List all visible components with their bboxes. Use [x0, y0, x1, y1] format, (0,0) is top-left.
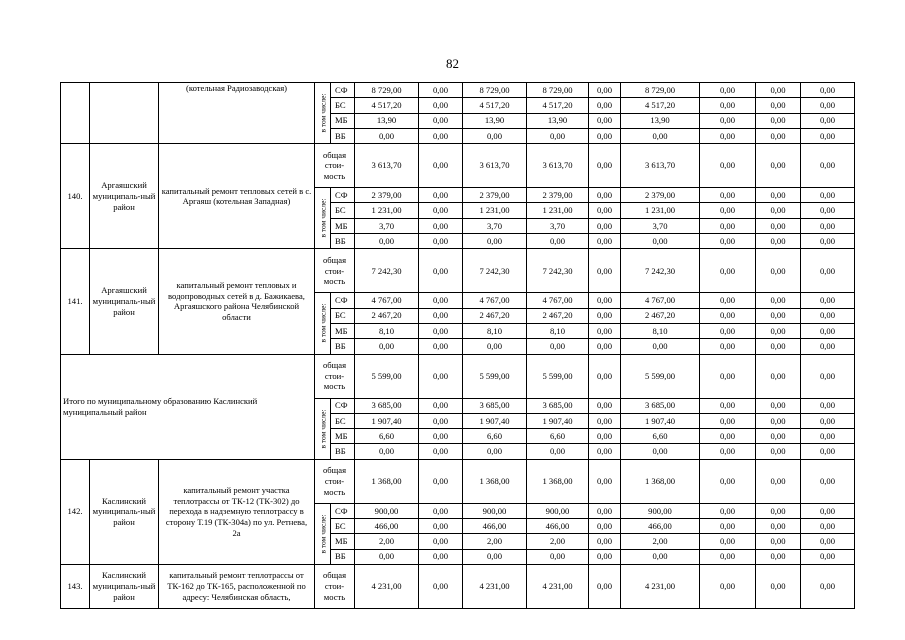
value-cell: 0,00 — [621, 444, 700, 459]
value-cell: 3 685,00 — [621, 398, 700, 413]
value-cell: 0,00 — [419, 188, 463, 203]
value-cell: 3 685,00 — [527, 398, 589, 413]
value-cell: 0,00 — [419, 128, 463, 143]
value-cell: 0,00 — [756, 534, 801, 549]
value-cell: 1 907,40 — [527, 413, 589, 428]
value-cell: 0,00 — [700, 83, 756, 98]
value-cell: 0,00 — [589, 128, 621, 143]
general-cost-label: общая стои-мость — [315, 354, 355, 398]
value-cell: 13,90 — [355, 113, 419, 128]
general-cost-label: общая стои-мость — [315, 249, 355, 293]
value-cell: 1 231,00 — [463, 203, 527, 218]
value-cell: 0,00 — [419, 323, 463, 338]
value-cell: 0,00 — [700, 549, 756, 564]
value-cell: 2,00 — [355, 534, 419, 549]
source-label: ВБ — [331, 339, 355, 354]
value-cell: 4 517,20 — [527, 98, 589, 113]
source-label: МБ — [331, 429, 355, 444]
value-cell: 0,00 — [700, 203, 756, 218]
source-label: ВБ — [331, 234, 355, 249]
value-cell: 0,00 — [589, 534, 621, 549]
value-cell: 2,00 — [527, 534, 589, 549]
value-cell: 900,00 — [621, 503, 700, 518]
value-cell: 0,00 — [801, 564, 855, 608]
value-cell: 0,00 — [589, 354, 621, 398]
value-cell: 0,00 — [419, 308, 463, 323]
value-cell: 0,00 — [527, 234, 589, 249]
value-cell: 0,00 — [700, 564, 756, 608]
value-cell: 4 231,00 — [355, 564, 419, 608]
value-cell: 0,00 — [589, 413, 621, 428]
value-cell: 4 517,20 — [355, 98, 419, 113]
value-cell: 0,00 — [527, 128, 589, 143]
page-number: 82 — [446, 56, 459, 71]
value-cell: 0,00 — [756, 323, 801, 338]
value-cell: 4 231,00 — [621, 564, 700, 608]
value-cell: 0,00 — [355, 549, 419, 564]
value-cell: 2 467,20 — [463, 308, 527, 323]
value-cell: 0,00 — [756, 203, 801, 218]
value-cell: 0,00 — [419, 98, 463, 113]
value-cell: 0,00 — [419, 398, 463, 413]
source-label: СФ — [331, 398, 355, 413]
value-cell: 4 231,00 — [527, 564, 589, 608]
value-cell: 0,00 — [700, 429, 756, 444]
value-cell: 0,00 — [756, 83, 801, 98]
value-cell: 3,70 — [355, 218, 419, 233]
value-cell: 0,00 — [700, 444, 756, 459]
value-cell: 0,00 — [700, 534, 756, 549]
value-cell: 0,00 — [589, 144, 621, 188]
value-cell: 0,00 — [463, 234, 527, 249]
value-cell: 0,00 — [419, 459, 463, 503]
value-cell: 0,00 — [621, 339, 700, 354]
value-cell: 0,00 — [463, 339, 527, 354]
value-cell: 1 907,40 — [355, 413, 419, 428]
value-cell: 0,00 — [756, 354, 801, 398]
row-number-cell: 140. — [61, 144, 90, 249]
value-cell: 0,00 — [589, 218, 621, 233]
value-cell: 0,00 — [756, 128, 801, 143]
value-cell: 3 613,70 — [621, 144, 700, 188]
value-cell: 0,00 — [589, 444, 621, 459]
value-cell: 0,00 — [700, 503, 756, 518]
value-cell: 0,00 — [801, 354, 855, 398]
value-cell: 0,00 — [801, 249, 855, 293]
value-cell: 0,00 — [801, 98, 855, 113]
value-cell: 0,00 — [419, 293, 463, 308]
source-label: БС — [331, 519, 355, 534]
object-cell: капитальный ремонт тепловых и водопроводных сетей в д. Бажикаева, Аргаяшского района Челябинской области — [159, 249, 315, 354]
value-cell: 0,00 — [756, 188, 801, 203]
value-cell: 0,00 — [756, 503, 801, 518]
value-cell: 3 613,70 — [463, 144, 527, 188]
value-cell: 1 231,00 — [621, 203, 700, 218]
value-cell: 0,00 — [801, 444, 855, 459]
source-label: ВБ — [331, 128, 355, 143]
value-cell: 3,70 — [463, 218, 527, 233]
source-label: БС — [331, 413, 355, 428]
municipality-cell — [90, 83, 159, 144]
value-cell: 0,00 — [756, 113, 801, 128]
municipality-cell: Аргаяшский муниципаль-ный район — [90, 249, 159, 354]
value-cell: 0,00 — [419, 444, 463, 459]
value-cell: 2,00 — [621, 534, 700, 549]
value-cell: 0,00 — [589, 188, 621, 203]
object-cell: (котельная Радиозаводская) — [159, 83, 315, 144]
value-cell: 0,00 — [621, 128, 700, 143]
value-cell: 3 685,00 — [463, 398, 527, 413]
value-cell: 0,00 — [801, 308, 855, 323]
value-cell: 0,00 — [419, 429, 463, 444]
value-cell: 0,00 — [700, 234, 756, 249]
value-cell: 0,00 — [700, 113, 756, 128]
value-cell: 0,00 — [355, 128, 419, 143]
value-cell: 8 729,00 — [621, 83, 700, 98]
municipality-cell: Каслинский муниципаль-ный район — [90, 564, 159, 608]
value-cell: 0,00 — [355, 234, 419, 249]
source-label: ВБ — [331, 444, 355, 459]
vertical-label-cell — [315, 293, 331, 354]
vertical-label: в том числе: — [317, 409, 327, 449]
value-cell: 0,00 — [801, 519, 855, 534]
value-cell: 0,00 — [756, 293, 801, 308]
value-cell: 4 767,00 — [355, 293, 419, 308]
value-cell: 1 368,00 — [355, 459, 419, 503]
value-cell: 0,00 — [801, 413, 855, 428]
source-label: МБ — [331, 113, 355, 128]
source-label: БС — [331, 98, 355, 113]
value-cell: 900,00 — [463, 503, 527, 518]
value-cell: 0,00 — [756, 234, 801, 249]
value-cell: 2 379,00 — [621, 188, 700, 203]
value-cell: 3 685,00 — [355, 398, 419, 413]
value-cell: 3 613,70 — [355, 144, 419, 188]
general-cost-label: общая стои-мость — [315, 144, 355, 188]
value-cell: 8 729,00 — [463, 83, 527, 98]
municipality-cell: Аргаяшский муниципаль-ный район — [90, 144, 159, 249]
source-label: МБ — [331, 323, 355, 338]
value-cell: 1 368,00 — [527, 459, 589, 503]
value-cell: 2 467,20 — [621, 308, 700, 323]
value-cell: 2 379,00 — [463, 188, 527, 203]
value-cell: 0,00 — [801, 144, 855, 188]
value-cell: 2,00 — [463, 534, 527, 549]
total-title-cell: Итого по муниципальному образованию Каслинский муниципальный район — [61, 354, 315, 459]
value-cell: 0,00 — [756, 564, 801, 608]
value-cell: 2 379,00 — [527, 188, 589, 203]
value-cell: 0,00 — [419, 413, 463, 428]
value-cell: 1 907,40 — [463, 413, 527, 428]
value-cell: 0,00 — [700, 354, 756, 398]
value-cell: 1 231,00 — [527, 203, 589, 218]
value-cell: 0,00 — [463, 549, 527, 564]
value-cell: 0,00 — [801, 339, 855, 354]
value-cell: 6,60 — [463, 429, 527, 444]
value-cell: 0,00 — [756, 413, 801, 428]
value-cell: 0,00 — [419, 249, 463, 293]
vertical-label: в том числе: — [317, 198, 327, 238]
value-cell: 0,00 — [419, 234, 463, 249]
value-cell: 0,00 — [801, 323, 855, 338]
value-cell: 0,00 — [700, 413, 756, 428]
value-cell: 0,00 — [801, 203, 855, 218]
value-cell: 0,00 — [756, 308, 801, 323]
value-cell: 0,00 — [527, 444, 589, 459]
value-cell: 0,00 — [801, 429, 855, 444]
value-cell: 0,00 — [801, 503, 855, 518]
value-cell: 0,00 — [419, 549, 463, 564]
value-cell: 0,00 — [801, 534, 855, 549]
vertical-label-cell — [315, 188, 331, 249]
vertical-label-cell — [315, 503, 331, 564]
value-cell: 6,60 — [527, 429, 589, 444]
vertical-label: в том числе: — [317, 303, 327, 344]
general-cost-label: общая стои-мость — [315, 459, 355, 503]
value-cell: 0,00 — [756, 339, 801, 354]
value-cell: 0,00 — [589, 234, 621, 249]
value-cell: 0,00 — [801, 218, 855, 233]
source-label: ВБ — [331, 549, 355, 564]
value-cell: 0,00 — [419, 503, 463, 518]
value-cell: 0,00 — [589, 429, 621, 444]
value-cell: 0,00 — [589, 323, 621, 338]
value-cell: 0,00 — [700, 144, 756, 188]
value-cell: 13,90 — [527, 113, 589, 128]
value-cell: 8,10 — [355, 323, 419, 338]
vertical-label-cell — [315, 83, 331, 144]
value-cell: 13,90 — [621, 113, 700, 128]
value-cell: 0,00 — [700, 188, 756, 203]
value-cell: 0,00 — [527, 549, 589, 564]
table-row — [61, 249, 855, 293]
value-cell: 1 368,00 — [463, 459, 527, 503]
value-cell: 0,00 — [589, 549, 621, 564]
value-cell: 900,00 — [527, 503, 589, 518]
value-cell: 0,00 — [589, 339, 621, 354]
value-cell: 0,00 — [463, 128, 527, 143]
value-cell: 0,00 — [419, 534, 463, 549]
value-cell: 0,00 — [419, 113, 463, 128]
value-cell: 0,00 — [700, 339, 756, 354]
value-cell: 0,00 — [801, 128, 855, 143]
value-cell: 0,00 — [700, 459, 756, 503]
source-label: СФ — [331, 293, 355, 308]
value-cell: 7 242,30 — [463, 249, 527, 293]
value-cell: 0,00 — [419, 519, 463, 534]
value-cell: 7 242,30 — [621, 249, 700, 293]
value-cell: 0,00 — [756, 218, 801, 233]
source-label: СФ — [331, 503, 355, 518]
value-cell: 4 767,00 — [621, 293, 700, 308]
row-number-cell: 141. — [61, 249, 90, 354]
value-cell: 3 613,70 — [527, 144, 589, 188]
source-label: МБ — [331, 218, 355, 233]
value-cell: 0,00 — [801, 549, 855, 564]
value-cell: 2 467,20 — [355, 308, 419, 323]
value-cell: 13,90 — [463, 113, 527, 128]
value-cell: 4 517,20 — [463, 98, 527, 113]
value-cell: 0,00 — [589, 398, 621, 413]
value-cell: 4 231,00 — [463, 564, 527, 608]
value-cell: 0,00 — [419, 218, 463, 233]
value-cell: 0,00 — [419, 83, 463, 98]
value-cell: 0,00 — [801, 293, 855, 308]
table-row — [61, 564, 855, 608]
vertical-label: в том числе: — [317, 514, 327, 554]
value-cell: 4 517,20 — [621, 98, 700, 113]
value-cell: 0,00 — [700, 218, 756, 233]
value-cell: 0,00 — [589, 293, 621, 308]
value-cell: 0,00 — [589, 564, 621, 608]
value-cell: 466,00 — [355, 519, 419, 534]
value-cell: 0,00 — [801, 188, 855, 203]
value-cell: 0,00 — [589, 113, 621, 128]
value-cell: 0,00 — [589, 83, 621, 98]
value-cell: 0,00 — [756, 444, 801, 459]
value-cell: 0,00 — [756, 144, 801, 188]
value-cell: 0,00 — [527, 339, 589, 354]
value-cell: 7 242,30 — [355, 249, 419, 293]
value-cell: 0,00 — [756, 98, 801, 113]
value-cell: 1 907,40 — [621, 413, 700, 428]
value-cell: 0,00 — [756, 459, 801, 503]
value-cell: 5 599,00 — [355, 354, 419, 398]
row-number-cell: 143. — [61, 564, 90, 608]
funding-table — [60, 82, 855, 609]
value-cell: 0,00 — [756, 429, 801, 444]
value-cell: 0,00 — [801, 113, 855, 128]
object-cell: капитальный ремонт теплотрассы от ТК-162 до ТК-165, расположенной по адресу: Челябинская область, — [159, 564, 315, 608]
value-cell: 5 599,00 — [527, 354, 589, 398]
table-row — [61, 144, 855, 188]
value-cell: 0,00 — [419, 354, 463, 398]
value-cell: 3,70 — [621, 218, 700, 233]
value-cell: 0,00 — [756, 549, 801, 564]
value-cell: 0,00 — [700, 293, 756, 308]
vertical-label: в том числе: — [317, 93, 327, 133]
value-cell: 0,00 — [589, 503, 621, 518]
value-cell: 0,00 — [700, 519, 756, 534]
object-cell: капитальный ремонт тепловых сетей в с. Аргаяш (котельная Западная) — [159, 144, 315, 249]
table-row — [61, 459, 855, 503]
value-cell: 7 242,30 — [527, 249, 589, 293]
value-cell: 8,10 — [463, 323, 527, 338]
value-cell: 5 599,00 — [621, 354, 700, 398]
value-cell: 0,00 — [419, 203, 463, 218]
value-cell: 0,00 — [589, 98, 621, 113]
value-cell: 4 767,00 — [463, 293, 527, 308]
value-cell: 1 368,00 — [621, 459, 700, 503]
row-number-cell: 142. — [61, 459, 90, 564]
value-cell: 0,00 — [463, 444, 527, 459]
source-label: МБ — [331, 534, 355, 549]
value-cell: 0,00 — [589, 519, 621, 534]
value-cell: 8,10 — [621, 323, 700, 338]
value-cell: 2 467,20 — [527, 308, 589, 323]
value-cell: 0,00 — [756, 398, 801, 413]
value-cell: 8,10 — [527, 323, 589, 338]
value-cell: 0,00 — [419, 144, 463, 188]
value-cell: 4 767,00 — [527, 293, 589, 308]
source-label: СФ — [331, 188, 355, 203]
value-cell: 0,00 — [801, 459, 855, 503]
value-cell: 0,00 — [756, 519, 801, 534]
value-cell: 0,00 — [621, 549, 700, 564]
source-label: СФ — [331, 83, 355, 98]
value-cell: 6,60 — [621, 429, 700, 444]
value-cell: 0,00 — [589, 203, 621, 218]
value-cell: 1 231,00 — [355, 203, 419, 218]
value-cell: 8 729,00 — [527, 83, 589, 98]
table-row — [61, 83, 855, 98]
value-cell: 0,00 — [589, 249, 621, 293]
object-cell: капитальный ремонт участка теплотрассы от ТК-12 (ТК-302) до перехода в надземную теплотрассу в сторону Т.19 (ТК-304а) по ул. Ретнева, 2а — [159, 459, 315, 564]
source-label: БС — [331, 203, 355, 218]
value-cell: 0,00 — [621, 234, 700, 249]
value-cell: 0,00 — [700, 249, 756, 293]
value-cell: 0,00 — [801, 398, 855, 413]
value-cell: 0,00 — [801, 234, 855, 249]
vertical-label-cell — [315, 398, 331, 459]
municipality-cell: Каслинский муниципаль-ный район — [90, 459, 159, 564]
value-cell: 0,00 — [801, 83, 855, 98]
general-cost-label: общая стои-мость — [315, 564, 355, 608]
value-cell: 466,00 — [463, 519, 527, 534]
value-cell: 5 599,00 — [463, 354, 527, 398]
value-cell: 0,00 — [589, 459, 621, 503]
value-cell: 0,00 — [419, 564, 463, 608]
row-number-cell — [61, 83, 90, 144]
value-cell: 0,00 — [419, 339, 463, 354]
value-cell: 0,00 — [700, 323, 756, 338]
value-cell: 466,00 — [527, 519, 589, 534]
source-label: БС — [331, 308, 355, 323]
value-cell: 6,60 — [355, 429, 419, 444]
value-cell: 0,00 — [700, 98, 756, 113]
value-cell: 0,00 — [700, 128, 756, 143]
value-cell: 8 729,00 — [355, 83, 419, 98]
value-cell: 466,00 — [621, 519, 700, 534]
value-cell: 0,00 — [355, 444, 419, 459]
value-cell: 0,00 — [355, 339, 419, 354]
value-cell: 0,00 — [756, 249, 801, 293]
value-cell: 2 379,00 — [355, 188, 419, 203]
table-row — [61, 354, 855, 398]
value-cell: 0,00 — [700, 308, 756, 323]
value-cell: 0,00 — [589, 308, 621, 323]
value-cell: 3,70 — [527, 218, 589, 233]
value-cell: 900,00 — [355, 503, 419, 518]
value-cell: 0,00 — [700, 398, 756, 413]
